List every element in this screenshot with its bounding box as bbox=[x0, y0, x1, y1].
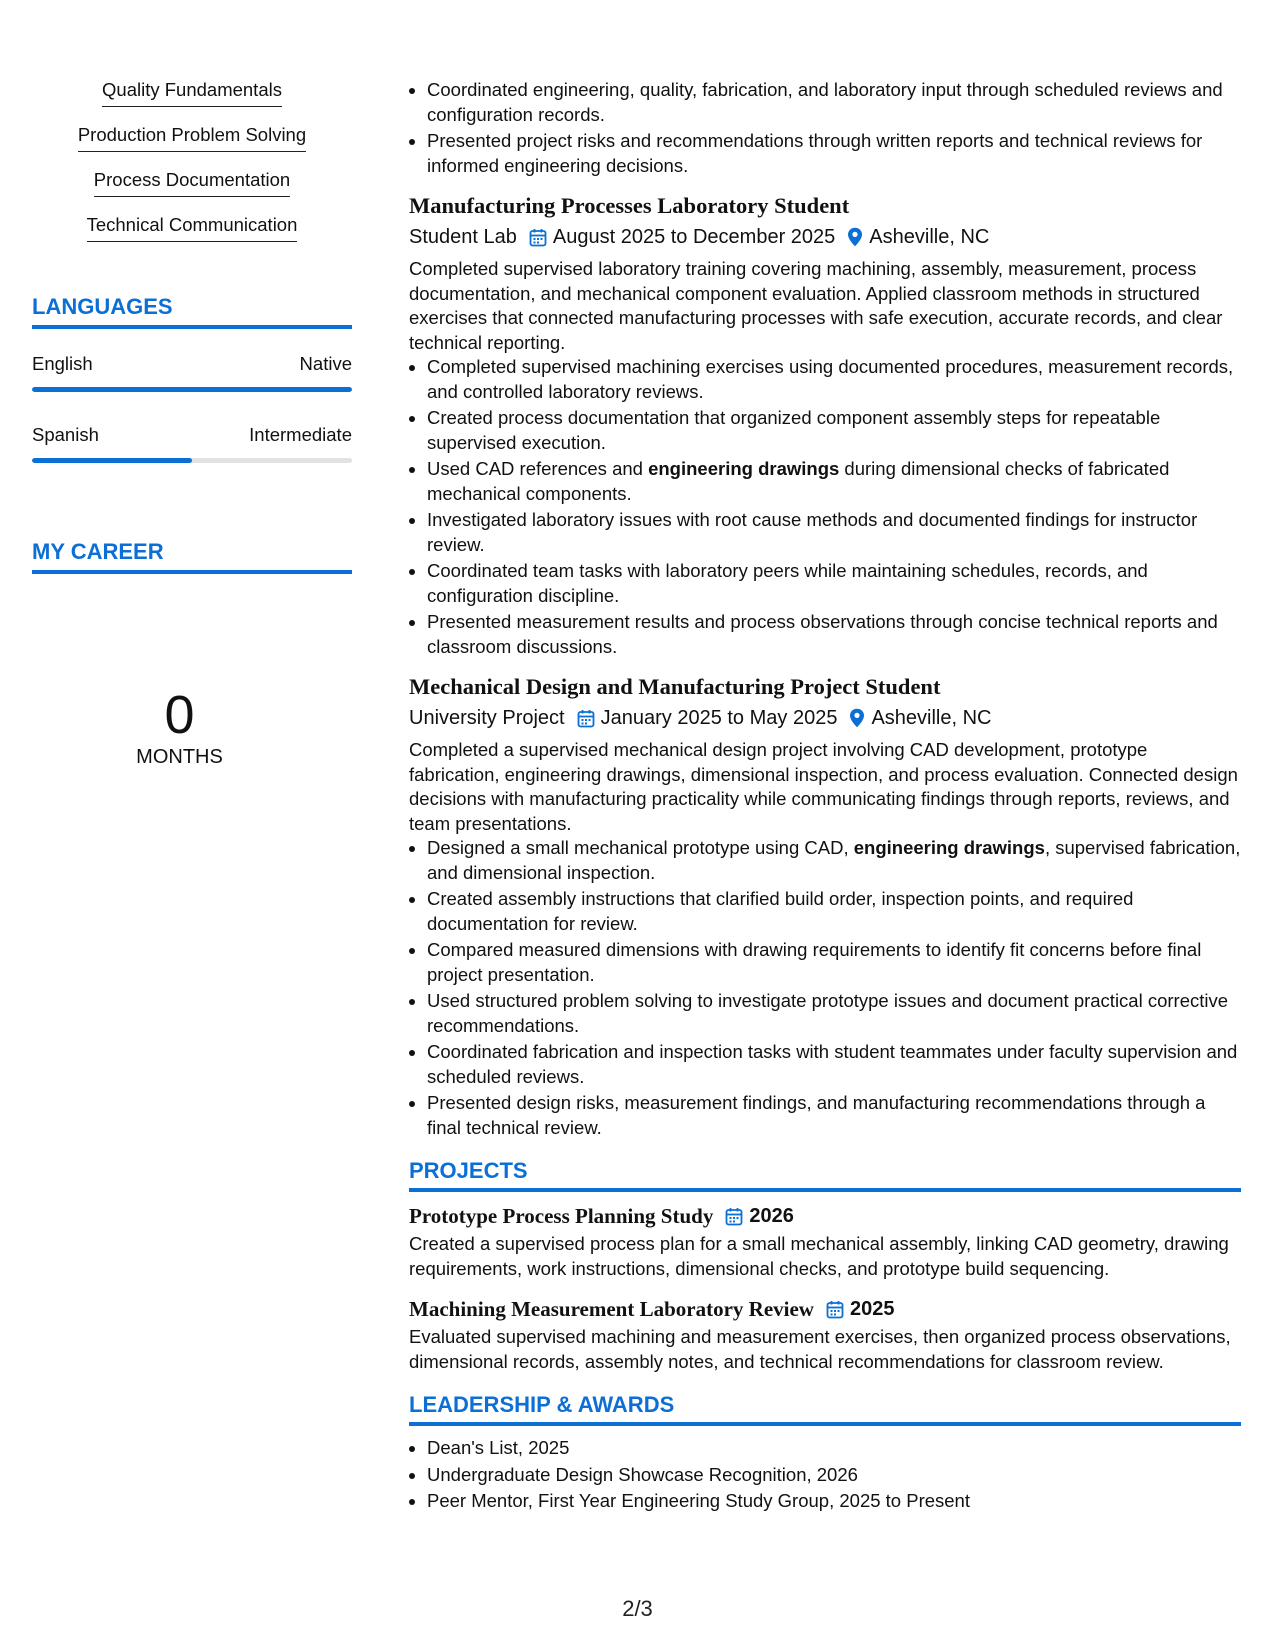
experience-entry bbox=[409, 192, 1241, 659]
bullet-item: • Created process documentation that organized component assembly steps for repeatable supervised execution. bbox=[427, 406, 1241, 455]
language-level: Intermediate bbox=[249, 424, 352, 445]
map-pin-icon bbox=[847, 227, 863, 247]
calendar-icon bbox=[826, 1300, 844, 1319]
skill-item bbox=[32, 168, 352, 197]
intro-bullet-list bbox=[409, 78, 1241, 178]
bullet-item: • Presented design risks, measurement findings, and manufacturing recommendations through a final technical review. bbox=[427, 1091, 1241, 1140]
career-value: 0 bbox=[164, 685, 195, 745]
language-proficiency-fill bbox=[32, 387, 352, 392]
language-proficiency-bar bbox=[32, 458, 352, 463]
projects-heading: PROJECTS bbox=[409, 1158, 1241, 1192]
bullet-item: • Presented project risks and recommendations through written reports and technical reviews for informed engineering decisions. bbox=[427, 129, 1241, 178]
job-location: Asheville, NC bbox=[869, 226, 990, 248]
project-description: Created a supervised process plan for a small mechanical assembly, linking CAD geometry, drawing requirements, work instructions, dimensional checks, and prototype build sequencing. bbox=[409, 1233, 1229, 1279]
skill-label: Technical Communication bbox=[87, 213, 298, 242]
language-level: Native bbox=[299, 353, 352, 374]
job-title: Manufacturing Processes Laboratory Student bbox=[409, 193, 850, 218]
bullet-item: • Used structured problem solving to investigate prototype issues and document practical corrective recommendations. bbox=[427, 989, 1241, 1038]
bullet-item: • Presented measurement results and process observations through concise technical reports and classroom discussions. bbox=[427, 610, 1241, 659]
job-meta bbox=[409, 704, 1241, 732]
bullet-item: • Designed a small mechanical prototype using CAD, engineering drawings, supervised fabrication, and dimensional inspection. bbox=[427, 836, 1241, 885]
skill-item bbox=[32, 213, 352, 242]
award-item: • Peer Mentor, First Year Engineering Study Group, 2025 to Present bbox=[427, 1489, 1241, 1514]
map-pin-icon bbox=[849, 708, 865, 728]
language-name: English bbox=[32, 353, 93, 374]
job-bullet-list bbox=[409, 355, 1241, 659]
project-year: 2026 bbox=[749, 1205, 794, 1227]
bullet-item: • Completed supervised machining exercises using documented procedures, measurement records, and controlled laboratory reviews. bbox=[427, 355, 1241, 404]
calendar-icon bbox=[529, 228, 547, 247]
calendar-icon bbox=[577, 709, 595, 728]
job-location: Asheville, NC bbox=[871, 707, 992, 729]
languages-heading: LANGUAGES bbox=[32, 294, 352, 329]
calendar-icon bbox=[725, 1207, 743, 1226]
project-title: Prototype Process Planning Study bbox=[409, 1204, 714, 1228]
experience-entry bbox=[409, 673, 1241, 1140]
skill-label: Production Problem Solving bbox=[78, 123, 306, 152]
job-dates: August 2025 to December 2025 bbox=[552, 226, 836, 248]
bullet-item: • Compared measured dimensions with drawing requirements to identify fit concerns before final project presentation. bbox=[427, 938, 1241, 987]
bullet-item: • Created assembly instructions that clarified build order, inspection points, and required documentation for review. bbox=[427, 887, 1241, 936]
award-item: • Undergraduate Design Showcase Recognition, 2026 bbox=[427, 1463, 1241, 1488]
skill-item bbox=[32, 78, 352, 107]
job-title: Mechanical Design and Manufacturing Project Student bbox=[409, 674, 941, 699]
bullet-item: • Coordinated fabrication and inspection tasks with student teammates under faculty supervision and scheduled reviews. bbox=[427, 1040, 1241, 1089]
language-proficiency-bar bbox=[32, 387, 352, 392]
job-organization: Student Lab bbox=[409, 226, 517, 248]
bullet-item: • Investigated laboratory issues with root cause methods and documented findings for instructor review. bbox=[427, 508, 1241, 557]
project-title: Machining Measurement Laboratory Review bbox=[409, 1297, 814, 1321]
main-content bbox=[409, 78, 1241, 1516]
sidebar bbox=[32, 78, 352, 770]
page-number: 2/3 bbox=[622, 1596, 653, 1621]
project-description: Evaluated supervised machining and measurement exercises, then organized process observations, dimensional records, assembly notes, and technical recommendations for classroom review. bbox=[409, 1326, 1231, 1372]
bullet-item: • Coordinated engineering, quality, fabrication, and laboratory input through scheduled reviews and configuration records. bbox=[427, 78, 1241, 127]
job-summary: Completed supervised laboratory training covering machining, assembly, measurement, process documentation, and mechanical component evaluation. Applied classroom methods in structured exercises that connected manufacturing processes with safe execution, accurate records, and clear technical reporting. bbox=[409, 258, 1223, 353]
awards-heading: LEADERSHIP & AWARDS bbox=[409, 1392, 1241, 1426]
career-heading: MY CAREER bbox=[32, 539, 352, 574]
job-organization: University Project bbox=[409, 707, 565, 729]
award-item: • Dean's List, 2025 bbox=[427, 1436, 1241, 1461]
awards-list bbox=[409, 1436, 1241, 1514]
language-name: Spanish bbox=[32, 424, 99, 445]
language-proficiency-fill bbox=[32, 458, 192, 463]
language-row-english bbox=[32, 351, 352, 392]
bullet-item: • Coordinated team tasks with laboratory peers while maintaining schedules, records, and configuration discipline. bbox=[427, 559, 1241, 608]
career-unit: MONTHS bbox=[136, 746, 223, 768]
job-bullet-list bbox=[409, 836, 1241, 1140]
job-summary: Completed a supervised mechanical design project involving CAD development, prototype fabrication, engineering drawings, dimensional inspection, and process evaluation. Connected design decisions with manufacturing practicality while communicating findings through reports, reviews, and team presentations. bbox=[409, 739, 1238, 834]
skills-list bbox=[32, 78, 352, 242]
job-dates: January 2025 to May 2025 bbox=[600, 707, 838, 729]
project-year: 2025 bbox=[849, 1298, 895, 1320]
skill-label: Process Documentation bbox=[94, 168, 290, 197]
bullet-item: • Used CAD references and engineering drawings during dimensional checks of fabricated mechanical components. bbox=[427, 457, 1241, 506]
job-meta bbox=[409, 223, 1241, 251]
career-duration bbox=[32, 686, 327, 770]
project-entry bbox=[409, 1295, 1241, 1374]
language-row-spanish bbox=[32, 422, 352, 463]
skill-item bbox=[32, 123, 352, 152]
skill-label: Quality Fundamentals bbox=[102, 78, 282, 107]
project-entry bbox=[409, 1202, 1241, 1281]
